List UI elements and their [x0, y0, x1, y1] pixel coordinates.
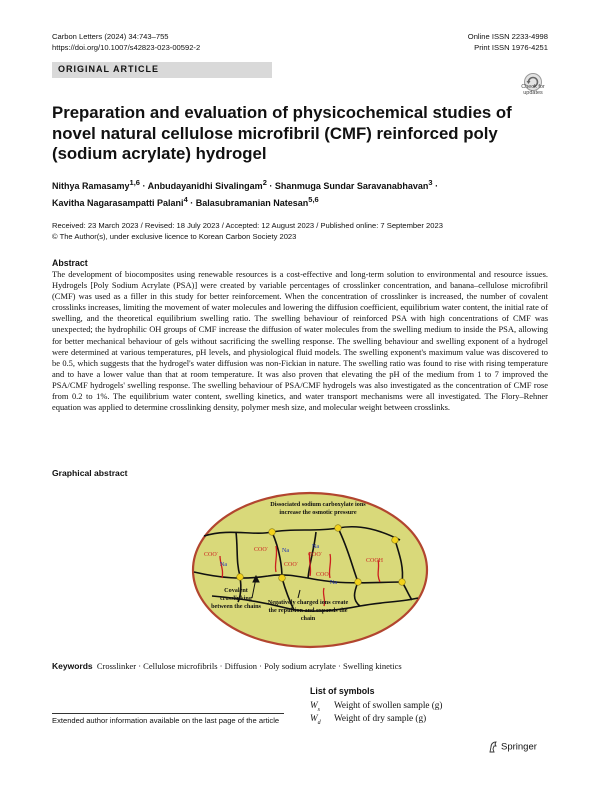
doi-link[interactable]: https://doi.org/10.1007/s42823-023-00592-2 [52, 43, 201, 52]
author-affiliation: 1,6 [129, 178, 140, 187]
article-title: Preparation and evaluation of physicochemical studies of novel natural cellulose microfibril (CMF) reinforced poly (sodium acrylate) hydrogel [52, 103, 512, 163]
author-affiliation: 5,6 [308, 195, 319, 204]
ion-coo: COO- [316, 570, 331, 578]
ion-coo: COO- [284, 560, 299, 568]
author-name[interactable]: Kavitha Nagarasampatti Palani [52, 198, 184, 208]
print-issn: Print ISSN 1976-4251 [474, 43, 548, 52]
author-name[interactable]: Shanmuga Sundar Saravanabhavan [274, 181, 429, 191]
ion-na: Na [220, 562, 227, 568]
ion-na: Na [312, 544, 319, 550]
running-header-left [52, 31, 200, 53]
running-header-right [468, 31, 548, 53]
left-label-line2: crosslinking [220, 595, 252, 602]
abstract-text: The development of biocomposites using renewable resources is a cost-effective and long-term solution to environmental and resource issues. Hydrogels [Poly Sodium Acrylate (PSA)] were created by variable percentages of crosslinker concentration, and banana–cellulose microfibril (CMF) was used as a filler in this study for better reinforcement. When the concentration of crosslinker is increased, the number of covalent crosslinks increases, limiting the movement of water molecules and lowering the diffusion coefficient, equilibrium water content, the initial rate of swelling, and the theoretical equilibrium swelling ratio. The swelling behaviour of reinforced PSA with high concentrations of CMF was unexpected; the hydrophilic OH groups of CMF increase the diffusion of water molecules from the swelling medium to inside the PSA, allowing for better mechanical behaviour of gels without sacrificing the swelling response. The swelling behaviour and swelling exponent of a hydrogel were determined at various temperatures, pH levels, and physiological fluid models. The swelling exponent's maximum value was discovered to be 0.5, which suggests that the hydrogel's water diffusion was non-Fickian in nature. The swelling ratio was found to rise with rising temperature and to have a lower value than that at room temperature. It was also proven that elevating the pH of the medium from 1 to 7 improved the PSA/CMF hydrogels' swelling response. The swelling behaviour of PSA/CMF hydrogels was also investigated as the concentration of CMF rose from 0.2 to 1%. The equilibrium water content, swelling kinetics, and water transport mechanisms were all investigated. The Flory–Rehner equation was applied to determine crosslinking density, polymer mesh size, and molecular weight between crosslinks. [52, 269, 548, 413]
bottom-label-line1: Negatively charged ions create [267, 599, 349, 606]
keywords-list: Crosslinker · Cellulose microfibrils · Diffusion · Poly sodium acrylate · Swelling kinetics [96, 661, 402, 671]
author-affiliation: 2 [262, 178, 267, 187]
history-dates: Received: 23 March 2023 / Revised: 18 July 2023 / Accepted: 12 August 2023 / Published online: 7 September 2023 [52, 221, 443, 230]
symbol-description: Weight of swollen sample (g) [334, 700, 443, 710]
publisher-mark [488, 741, 537, 753]
keywords-label: Keywords [52, 661, 93, 671]
symbol-row [310, 713, 426, 726]
ion-coo: COO- [204, 550, 219, 558]
author-name[interactable]: Balasubramanian Natesan [195, 198, 309, 208]
ion-cooh: COOH [366, 558, 384, 564]
top-label-line2: increase the osmotic pressure [279, 509, 357, 516]
footnote: Extended author information available on the last page of the article [52, 716, 280, 725]
journal-volume: Carbon Letters (2024) 34:743–755 [52, 32, 169, 41]
copyright-line: © The Author(s), under exclusive licence to Korean Carbon Society 2023 [52, 232, 297, 241]
symbol-variable: $W_s$ [310, 700, 320, 713]
top-label-line1: Dissociated sodium carboxylate ions [270, 501, 366, 508]
ion-coo: COO- [254, 545, 269, 553]
symbol-description: Weight of dry sample (g) [334, 713, 427, 723]
author-affiliation: 4 [183, 195, 188, 204]
author-affiliation: 3 [428, 178, 433, 187]
springer-horse-icon [488, 741, 498, 753]
left-label-line3: between the chains [211, 603, 261, 610]
symbols-heading: List of symbols [310, 686, 375, 696]
symbol-variable: $W_d$ [310, 713, 321, 726]
footnote-divider [52, 713, 284, 714]
bottom-label-line3: chain [300, 615, 316, 622]
ion-na: Na [330, 580, 337, 586]
article-dates [52, 220, 552, 242]
author-list: Nithya Ramasamy$^{1,6}$ · Anbudayanidhi Sivalingam$^2$ · Shanmuga Sundar Saravanabhavan$^3$ · Kavitha Nagarasampatti Palani$^4$ · Balasubramanian Natesan$^{5,6}$ [52, 178, 439, 208]
left-label-line1: Covalent [224, 587, 248, 594]
bottom-label-line2: the repulsion and expands the [268, 607, 348, 614]
ion-na: Na [282, 548, 289, 554]
graphical-abstract-figure [190, 490, 430, 650]
publisher-name: Springer [501, 741, 537, 753]
ion-coo: COO- [308, 550, 323, 558]
abstract-heading: Abstract [52, 258, 88, 268]
online-issn: Online ISSN 2233-4998 [467, 32, 548, 41]
author-name[interactable]: Anbudayanidhi Sivalingam [147, 181, 263, 191]
check-for-updates-label[interactable]: Check for updates [521, 84, 545, 96]
keywords [52, 661, 552, 671]
article-type-label: ORIGINAL ARTICLE [58, 64, 159, 74]
author-name[interactable]: Nithya Ramasamy [52, 181, 130, 191]
graphical-abstract-heading: Graphical abstract [52, 468, 128, 478]
symbol-row [310, 700, 442, 713]
